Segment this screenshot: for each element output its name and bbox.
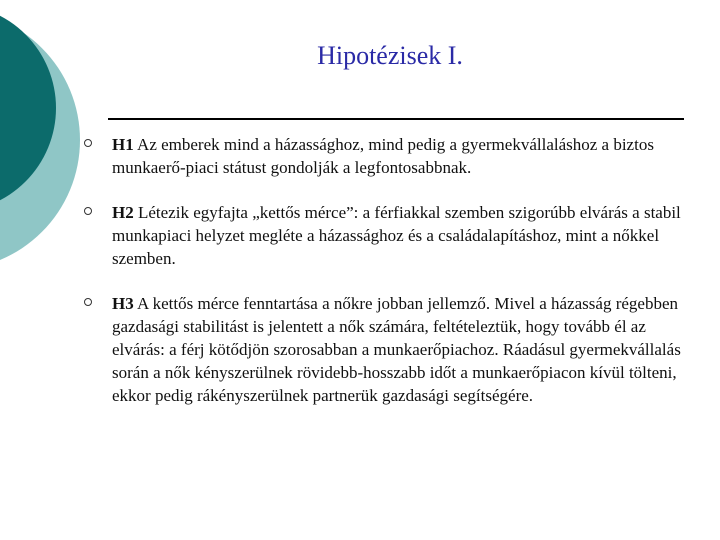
hypothesis-text: A kettős mérce fenntartása a nőkre jobban jellemző. Mivel a házasság régebben gazdasági stabilitást is jelentett a nők számára, feltételeztük, hogy tovább él az elvárás: a férj kötődjön szorosabban a munkaerőpiachoz. Ráadásul gyermekvállalás során a nők kényszerülnek rövidebb-hosszabb időt a munkaerőpiacon kívül tölteni, ekkor pedig rákényszerülnek partnerük gazdasági segítségére. [112,294,681,405]
hypothesis-text: Létezik egyfajta „kettős mérce”: a férfiakkal szemben szigorúbb elvárás a stabil munkapiaci helyzet megléte a házassághoz és a családalapításhoz, mint a nőkkel szemben. [112,203,681,268]
hypothesis-label: H3 [112,294,134,313]
hypothesis-list [84,133,684,407]
slide-title: Hipotézisek I. [317,41,463,70]
title-divider [108,118,684,120]
hypothesis-item-h1 [84,133,684,179]
hypothesis-label: H2 [112,203,134,222]
hypothesis-item-h3 [84,292,684,407]
hollow-circle-bullet-icon [84,139,92,147]
hypothesis-label: H1 [112,135,134,154]
hollow-circle-bullet-icon [84,298,92,306]
decorative-circles [0,0,80,300]
hypothesis-text: Az emberek mind a házassághoz, mind pedig a gyermekvállaláshoz a biztos munkaerő-piaci státust gondolják a legfontosabbnak. [112,135,654,177]
hollow-circle-bullet-icon [84,207,92,215]
hypothesis-item-h2 [84,201,684,270]
